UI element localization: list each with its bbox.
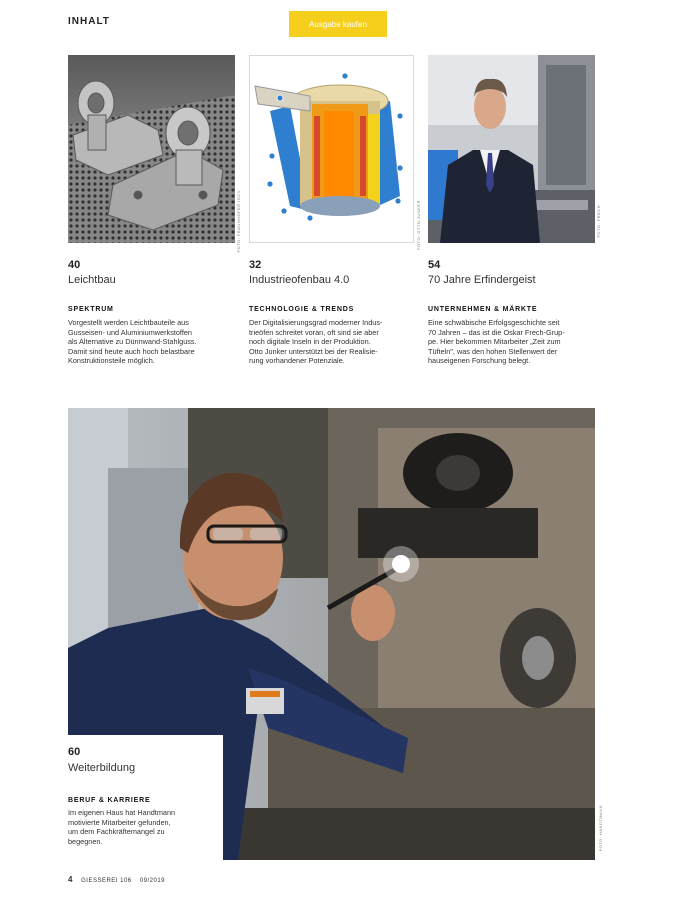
photo-credit: FOTO: OTTO JUNKER xyxy=(416,200,421,250)
teaser-line: um dem Fachkräftemangel zu xyxy=(68,827,165,837)
article-page-number: 60 xyxy=(68,746,81,758)
article-photo-industrieofenbau[interactable] xyxy=(249,55,414,243)
castings-image xyxy=(68,55,235,243)
buy-issue-button[interactable]: Ausgabe kaufen xyxy=(289,11,387,37)
teaser-line: Eine schwäbische Erfolgsgeschichte seit xyxy=(428,318,560,327)
teaser-line: Konstruktionsteile möglich. xyxy=(68,356,155,366)
executive-portrait-image xyxy=(428,55,595,243)
article-category: BERUF & KARRIERE xyxy=(68,797,151,804)
article-category: TECHNOLOGIE & TRENDS xyxy=(249,306,355,313)
teaser-line: Vorgestellt werden Leichtbauteile aus xyxy=(68,318,189,327)
article-teaser xyxy=(68,318,240,366)
article-teaser xyxy=(249,318,421,366)
teaser-line: trieöfen schreitet voran, oft sind sie aber xyxy=(249,327,379,337)
article-page-number: 40 xyxy=(68,259,81,271)
teaser-line: Damit sind heute auch hoch belastbare xyxy=(68,346,195,356)
teaser-line: hauseigenen Forschung belegt. xyxy=(428,356,531,366)
article-page-number: 32 xyxy=(249,259,262,271)
article-title[interactable]: Weiterbildung xyxy=(68,762,136,774)
article-title[interactable]: Leichtbau xyxy=(68,274,116,286)
section-label: INHALT xyxy=(68,16,110,27)
teaser-line: 70 Jahren – das ist die Oskar Frech-Grup- xyxy=(428,327,565,337)
teaser-line: Otto Junker unterstützt bei der Realisie- xyxy=(249,346,378,356)
teaser-line: Tüfteln", was den hohen Stellenwert der xyxy=(428,346,558,356)
teaser-line: begegnen. xyxy=(68,836,103,846)
article-category: SPEKTRUM xyxy=(68,306,114,313)
teaser-line: pe. Hier bekommen Mitarbeiter „Zeit zum xyxy=(428,337,561,347)
footer-issue: 09/2019 xyxy=(139,878,166,884)
article-teaser xyxy=(68,808,218,846)
teaser-line: noch digitale Inseln in der Produktion. xyxy=(249,337,371,347)
furnace-diagram-image xyxy=(250,56,413,242)
photo-credit: FOTO: FRECH xyxy=(596,205,601,238)
photo-credit: FOTO: FRAUNHOFER IGCV xyxy=(236,190,241,253)
article-title[interactable]: Industrieofenbau 4.0 xyxy=(249,274,350,286)
article-page-number: 54 xyxy=(428,259,441,271)
footer-magazine: GIESSEREI 106 xyxy=(81,878,132,884)
photo-credit: FOTO: HANDTMANN xyxy=(598,805,603,852)
article-photo-leichtbau[interactable] xyxy=(68,55,235,243)
article-photo-erfindergeist[interactable] xyxy=(428,55,595,243)
footer-page-number: 4 xyxy=(68,875,73,884)
teaser-line: motivierte Mitarbeiter gefunden, xyxy=(68,817,171,827)
teaser-line: rung vorhandener Potenziale. xyxy=(249,356,345,366)
article-teaser xyxy=(428,318,603,366)
article-title[interactable]: 70 Jahre Erfindergeist xyxy=(428,274,536,286)
teaser-line: als Alternative zu Dünnwand-Stahlguss. xyxy=(68,337,197,347)
page-footer xyxy=(68,875,165,884)
teaser-line: Der Digitalisierungsgrad moderner Indus- xyxy=(249,318,383,327)
teaser-line: Gusseisen- und Aluminiumwerkstoffen xyxy=(68,327,192,337)
article-category: UNTERNEHMEN & MÄRKTE xyxy=(428,306,538,313)
teaser-line: Im eigenen Haus hat Handtmann xyxy=(68,808,176,817)
